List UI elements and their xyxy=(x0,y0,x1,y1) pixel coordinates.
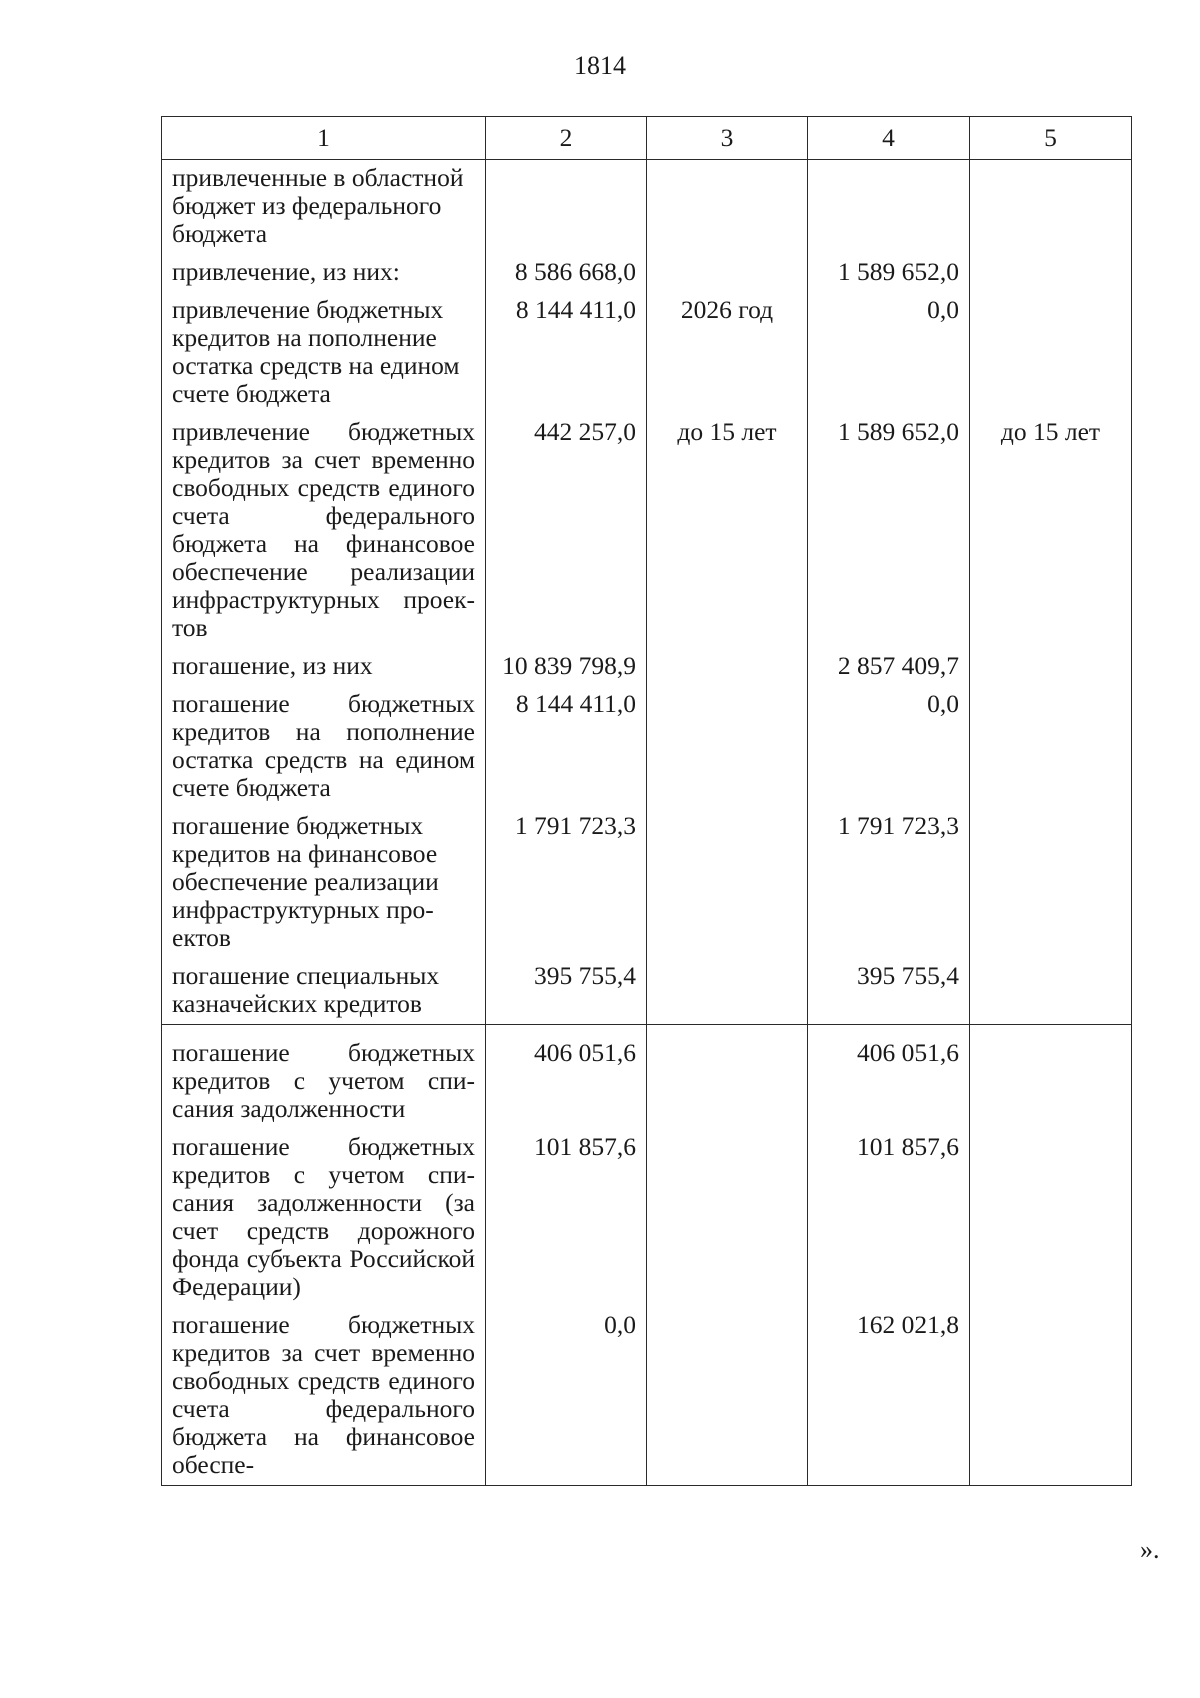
cell-col2: 442 257,0 xyxy=(486,414,647,648)
cell-col4: 406 051,6 xyxy=(808,1025,970,1130)
cell-col2: 406 051,6 xyxy=(486,1025,647,1130)
table-row xyxy=(162,686,1132,808)
cell-col2: 10 839 798,9 xyxy=(486,648,647,686)
column-header-2: 2 xyxy=(486,117,647,160)
table-row xyxy=(162,1025,1132,1130)
cell-col4: 0,0 xyxy=(808,686,970,808)
closing-quote-mark: ». xyxy=(1140,1535,1160,1564)
row-label: погашение бюджетных кредитов на пополнение остатка средств на едином счете бюджета xyxy=(162,686,486,808)
column-header-5: 5 xyxy=(970,117,1132,160)
cell-col4: 1 589 652,0 xyxy=(808,254,970,292)
cell-col2: 8 144 411,0 xyxy=(486,686,647,808)
cell-col3 xyxy=(647,160,808,255)
cell-col3 xyxy=(647,808,808,958)
row-label: погашение специальных казначейских кредитов xyxy=(162,958,486,1025)
column-header-3: 3 xyxy=(647,117,808,160)
cell-col5 xyxy=(970,254,1132,292)
cell-col3 xyxy=(647,1025,808,1130)
row-label: погашение бюджетных кредитов с учетом списания задолженности xyxy=(162,1025,486,1130)
row-label: погашение бюджетных кредитов с учетом списания задолженности (за счет средств дорожного фонда субъекта Российской Федерации) xyxy=(162,1129,486,1307)
cell-col5 xyxy=(970,1307,1132,1486)
cell-col3: 2026 год xyxy=(647,292,808,414)
row-label: погашение бюджетных кредитов за счет временно свободных средств единого счета федерального бюджета на финансовое обеспе- xyxy=(162,1307,486,1486)
cell-col3 xyxy=(647,1307,808,1486)
table-row xyxy=(162,648,1132,686)
row-label: погашение, из них xyxy=(162,648,486,686)
cell-col5 xyxy=(970,1025,1132,1130)
column-header-1: 1 xyxy=(162,117,486,160)
cell-col4 xyxy=(808,160,970,255)
table-row xyxy=(162,414,1132,648)
cell-col5 xyxy=(970,808,1132,958)
row-label: погашение бюджетных кредитов на финансовое обеспечение реализации инфраструктурных проектов xyxy=(162,808,486,958)
cell-col2: 101 857,6 xyxy=(486,1129,647,1307)
table-row xyxy=(162,1129,1132,1307)
row-label: привлечение, из них: xyxy=(162,254,486,292)
cell-col5 xyxy=(970,160,1132,255)
page-number: 1814 xyxy=(574,51,626,80)
table-row xyxy=(162,254,1132,292)
cell-col4: 101 857,6 xyxy=(808,1129,970,1307)
cell-col4: 0,0 xyxy=(808,292,970,414)
row-label: привлечение бюджетных кредитов за счет временно свободных средств единого счета федерального бюджета на финансовое обеспечение реализации инфраструктурных проектов xyxy=(162,414,486,648)
cell-col3 xyxy=(647,686,808,808)
cell-col4: 162 021,8 xyxy=(808,1307,970,1486)
cell-col5 xyxy=(970,1129,1132,1307)
cell-col5 xyxy=(970,648,1132,686)
cell-col5 xyxy=(970,958,1132,1025)
cell-col4: 1 791 723,3 xyxy=(808,808,970,958)
cell-col4: 2 857 409,7 xyxy=(808,648,970,686)
cell-col3 xyxy=(647,648,808,686)
cell-col5: до 15 лет xyxy=(970,414,1132,648)
cell-col2: 8 586 668,0 xyxy=(486,254,647,292)
cell-col3 xyxy=(647,254,808,292)
table-row xyxy=(162,808,1132,958)
cell-col4: 395 755,4 xyxy=(808,958,970,1025)
cell-col3 xyxy=(647,1129,808,1307)
table-row xyxy=(162,958,1132,1025)
header-row xyxy=(162,117,1132,160)
cell-col5 xyxy=(970,292,1132,414)
cell-col2: 395 755,4 xyxy=(486,958,647,1025)
cell-col3: до 15 лет xyxy=(647,414,808,648)
table-row xyxy=(162,160,1132,255)
row-label: привлечение бюджетных кредитов на пополнение остатка средств на едином счете бюджета xyxy=(162,292,486,414)
cell-col2: 8 144 411,0 xyxy=(486,292,647,414)
cell-col2: 1 791 723,3 xyxy=(486,808,647,958)
table-row xyxy=(162,1307,1132,1486)
cell-col4: 1 589 652,0 xyxy=(808,414,970,648)
table-row xyxy=(162,292,1132,414)
column-header-4: 4 xyxy=(808,117,970,160)
row-label: привлеченные в областной бюджет из федерального бюджета xyxy=(162,160,486,255)
cell-col5 xyxy=(970,686,1132,808)
cell-col2: 0,0 xyxy=(486,1307,647,1486)
cell-col3 xyxy=(647,958,808,1025)
cell-col2 xyxy=(486,160,647,255)
budget-table xyxy=(161,116,1132,1486)
